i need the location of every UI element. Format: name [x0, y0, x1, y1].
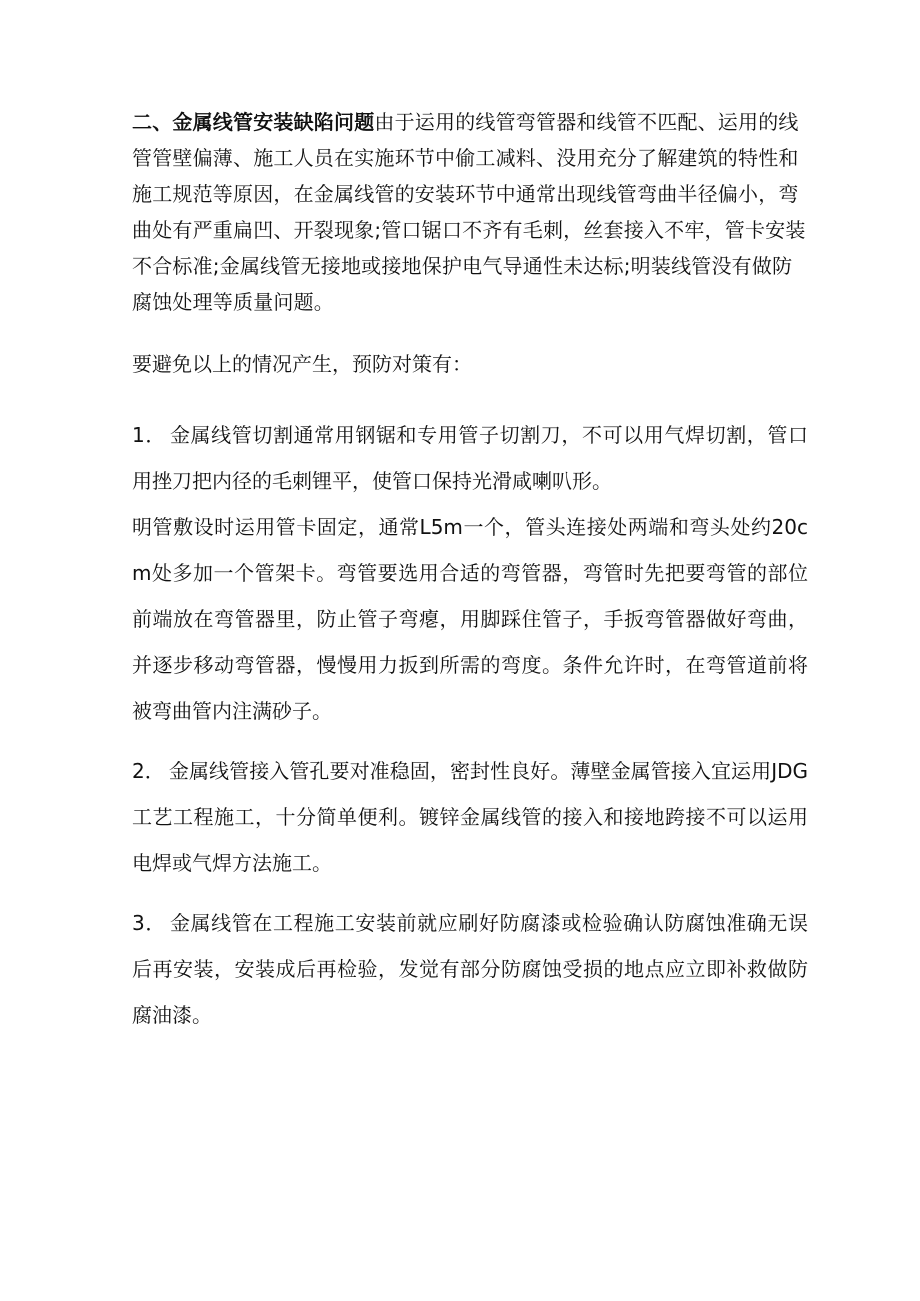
intro-paragraph [132, 104, 808, 320]
item-text: 金属线管在工程施工安装前就应刷好防腐漆或检验确认防腐蚀准确无误后再安装，安装成后再检验，发觉有部分防腐蚀受损的地点应立即补救做防腐油漆。 [132, 911, 808, 1027]
measure-item-2 [132, 748, 808, 886]
item-number: 2． [132, 759, 165, 783]
item-text: 金属线管接入管孔要对准稳固，密封性良好。薄壁金属管接入宜运用JDG工艺工程施工，十分简单便利。镀锌金属线管的接入和接地跨接不可以运用电焊或气焊方法施工。 [132, 759, 809, 875]
item-number: 1． [132, 423, 166, 447]
item-number: 3． [132, 911, 166, 935]
section-heading: 二、金属线管安装缺陷问题 [132, 110, 375, 134]
measure-item-1-continuation [132, 504, 808, 734]
item-text: 明管敷设时运用管卡固定，通常L5m一个，管头连接处两端和弯头处约20cm处多加一个管架卡。弯管要选用合适的弯管器，弯管时先把要弯管的部位前端放在弯管器里，防止管子弯瘪，用脚踩住管子，手扳弯管器做好弯曲，并逐步移动弯管器，慢慢用力扳到所需的弯度。条件允许时，在弯管道前将被弯曲管内注满砂子。 [132, 515, 808, 723]
measure-item-3 [132, 900, 808, 1038]
intro-text: 由于运用的线管弯管器和线管不匹配、运用的线管管壁偏薄、施工人员在实施环节中偷工减料、没用充分了解建筑的特性和施工规范等原因，在金属线管的安装环节中通常出现线管弯曲半径偏小，弯曲处有严重扁凹、开裂现象;管口锯口不齐有毛刺，丝套接入不牢，管卡安装不合标准;金属线管无接地或接地保护电气导通性未达标;明装线管没有做防腐蚀处理等质量问题。 [132, 110, 806, 314]
item-text: 金属线管切割通常用钢锯和专用管子切割刀，不可以用气焊切割，管口用挫刀把内径的毛刺锂平，使管口保持光滑咸喇叭形。 [132, 423, 808, 493]
measure-item-1 [132, 412, 808, 504]
lead-sentence: 要避免以上的情况产生，预防对策有： [132, 352, 472, 376]
document-page [132, 104, 808, 1052]
